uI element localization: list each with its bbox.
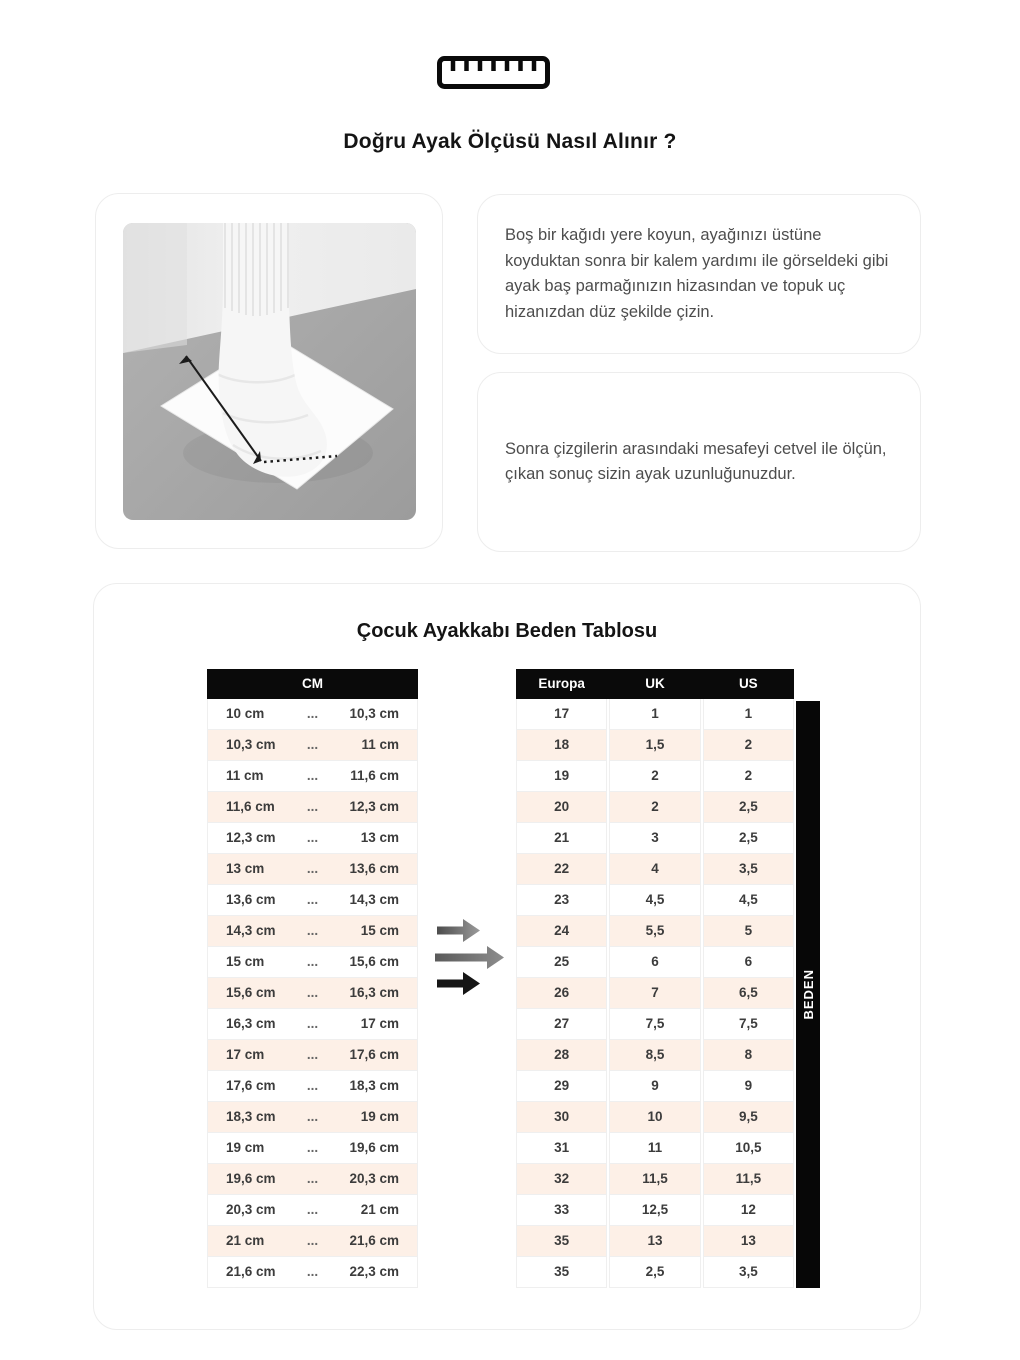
cm-min-value: 13 cm bbox=[226, 861, 265, 876]
cm-min-value: 17,6 cm bbox=[226, 1078, 276, 1093]
europa-size-cell: 29 bbox=[516, 1071, 607, 1102]
cm-max-value: 21 cm bbox=[360, 1202, 399, 1217]
range-separator: ... bbox=[306, 1233, 319, 1248]
table-row bbox=[207, 947, 418, 978]
cm-max-value: 10,3 cm bbox=[349, 706, 399, 721]
instruction-step-2 bbox=[477, 372, 921, 552]
table-row bbox=[516, 699, 794, 730]
cm-min-value: 20,3 cm bbox=[226, 1202, 276, 1217]
uk-size-cell: 13 bbox=[609, 1226, 700, 1257]
table-row bbox=[207, 1226, 418, 1257]
cm-range-table bbox=[207, 669, 418, 1288]
europa-size-cell: 30 bbox=[516, 1102, 607, 1133]
cm-min-value: 12,3 cm bbox=[226, 830, 276, 845]
cm-min-value: 11 cm bbox=[226, 768, 264, 783]
cm-max-value: 12,3 cm bbox=[349, 799, 399, 814]
shoe-size-table bbox=[516, 669, 794, 1288]
us-size-cell: 2,5 bbox=[703, 792, 794, 823]
range-separator: ... bbox=[306, 1140, 319, 1155]
table-row bbox=[207, 1164, 418, 1195]
cm-min-value: 18,3 cm bbox=[226, 1109, 276, 1124]
table-row bbox=[207, 854, 418, 885]
size-chart-card bbox=[93, 583, 921, 1330]
us-size-cell: 9,5 bbox=[703, 1102, 794, 1133]
table-row bbox=[516, 1009, 794, 1040]
table-row bbox=[516, 761, 794, 792]
cm-min-value: 10,3 cm bbox=[226, 737, 276, 752]
range-separator: ... bbox=[306, 830, 319, 845]
table-row bbox=[207, 699, 418, 730]
cm-min-value: 19 cm bbox=[226, 1140, 265, 1155]
table-row bbox=[207, 792, 418, 823]
range-separator: ... bbox=[306, 1078, 319, 1093]
us-size-cell: 10,5 bbox=[703, 1133, 794, 1164]
cm-max-value: 18,3 cm bbox=[349, 1078, 399, 1093]
table-row bbox=[207, 1195, 418, 1226]
cm-min-value: 11,6 cm bbox=[226, 799, 275, 814]
range-separator: ... bbox=[306, 799, 319, 814]
us-size-cell: 6,5 bbox=[703, 978, 794, 1009]
table-row bbox=[516, 792, 794, 823]
cm-max-value: 19,6 cm bbox=[349, 1140, 399, 1155]
cm-min-value: 21 cm bbox=[226, 1233, 265, 1248]
table-row bbox=[516, 854, 794, 885]
column-header-europa: Europa bbox=[538, 676, 585, 691]
cm-max-value: 22,3 cm bbox=[349, 1264, 399, 1279]
instruction-step-1-text: Boş bir kağıdı yere koyun, ayağınızı üstüne koyduktan sonra bir kalem yardımı ile görseldeki gibi ayak baş parmağınızın hizasından ve topuk uç hizanızdan düz şekilde çizin. bbox=[505, 226, 889, 321]
cm-max-value: 13 cm bbox=[360, 830, 399, 845]
table-row bbox=[516, 1195, 794, 1226]
europa-size-cell: 33 bbox=[516, 1195, 607, 1226]
table-row bbox=[207, 761, 418, 792]
uk-size-cell: 12,5 bbox=[609, 1195, 700, 1226]
table-row bbox=[207, 978, 418, 1009]
uk-size-cell: 7,5 bbox=[609, 1009, 700, 1040]
range-separator: ... bbox=[306, 1171, 319, 1186]
uk-size-cell: 2 bbox=[609, 761, 700, 792]
cm-max-value: 17,6 cm bbox=[349, 1047, 399, 1062]
uk-size-cell: 3 bbox=[609, 823, 700, 854]
shoe-size-table-header bbox=[516, 669, 794, 699]
cm-max-value: 17 cm bbox=[360, 1016, 399, 1031]
europa-size-cell: 35 bbox=[516, 1257, 607, 1288]
uk-size-cell: 5,5 bbox=[609, 916, 700, 947]
table-row bbox=[516, 1102, 794, 1133]
uk-size-cell: 11,5 bbox=[609, 1164, 700, 1195]
table-row bbox=[516, 885, 794, 916]
europa-size-cell: 25 bbox=[516, 947, 607, 978]
europa-size-cell: 18 bbox=[516, 730, 607, 761]
table-row bbox=[207, 1133, 418, 1164]
range-separator: ... bbox=[306, 892, 319, 907]
table-row bbox=[516, 1226, 794, 1257]
europa-size-cell: 21 bbox=[516, 823, 607, 854]
uk-size-cell: 4,5 bbox=[609, 885, 700, 916]
range-separator: ... bbox=[306, 923, 319, 938]
us-size-cell: 6 bbox=[703, 947, 794, 978]
cm-max-value: 16,3 cm bbox=[349, 985, 399, 1000]
europa-size-cell: 22 bbox=[516, 854, 607, 885]
europa-size-cell: 35 bbox=[516, 1226, 607, 1257]
us-size-cell: 3,5 bbox=[703, 1257, 794, 1288]
column-header-uk: UK bbox=[645, 676, 665, 691]
range-separator: ... bbox=[306, 1016, 319, 1031]
cm-max-value: 13,6 cm bbox=[349, 861, 399, 876]
europa-size-cell: 31 bbox=[516, 1133, 607, 1164]
table-row bbox=[207, 823, 418, 854]
range-separator: ... bbox=[306, 954, 319, 969]
table-row bbox=[516, 1040, 794, 1071]
table-row bbox=[207, 916, 418, 947]
europa-size-cell: 19 bbox=[516, 761, 607, 792]
cm-min-value: 14,3 cm bbox=[226, 923, 276, 938]
table-row bbox=[516, 916, 794, 947]
table-row bbox=[207, 885, 418, 916]
cm-min-value: 15,6 cm bbox=[226, 985, 276, 1000]
table-row bbox=[516, 1164, 794, 1195]
europa-size-cell: 23 bbox=[516, 885, 607, 916]
range-separator: ... bbox=[306, 737, 319, 752]
size-chart-title: Çocuk Ayakkabı Beden Tablosu bbox=[356, 620, 658, 642]
us-size-cell: 4,5 bbox=[703, 885, 794, 916]
table-row bbox=[207, 1040, 418, 1071]
cm-min-value: 13,6 cm bbox=[226, 892, 276, 907]
table-row bbox=[516, 1071, 794, 1102]
uk-size-cell: 6 bbox=[609, 947, 700, 978]
uk-size-cell: 1,5 bbox=[609, 730, 700, 761]
table-row bbox=[516, 978, 794, 1009]
page-title: Doğru Ayak Ölçüsü Nasıl Alınır ? bbox=[343, 130, 677, 153]
uk-size-cell: 7 bbox=[609, 978, 700, 1009]
us-size-cell: 9 bbox=[703, 1071, 794, 1102]
us-size-cell: 13 bbox=[703, 1226, 794, 1257]
europa-size-cell: 24 bbox=[516, 916, 607, 947]
europa-size-cell: 32 bbox=[516, 1164, 607, 1195]
us-size-cell: 2,5 bbox=[703, 823, 794, 854]
cm-min-value: 16,3 cm bbox=[226, 1016, 276, 1031]
cm-min-value: 17 cm bbox=[226, 1047, 265, 1062]
us-size-cell: 2 bbox=[703, 730, 794, 761]
range-separator: ... bbox=[306, 1202, 319, 1217]
europa-size-cell: 17 bbox=[516, 699, 607, 730]
foot-photo-card bbox=[95, 193, 443, 549]
range-separator: ... bbox=[306, 861, 319, 876]
cm-table-header: CM bbox=[207, 669, 418, 699]
table-row bbox=[516, 823, 794, 854]
us-size-cell: 8 bbox=[703, 1040, 794, 1071]
range-separator: ... bbox=[306, 706, 319, 721]
us-size-cell: 2 bbox=[703, 761, 794, 792]
instruction-step-2-text: Sonra çizgilerin arasındaki mesafeyi cetvel ile ölçün, çıkan sonuç sizin ayak uzunluğunuzdur. bbox=[505, 439, 887, 483]
uk-size-cell: 8,5 bbox=[609, 1040, 700, 1071]
range-separator: ... bbox=[306, 1047, 319, 1062]
cm-max-value: 11 cm bbox=[361, 737, 399, 752]
us-size-cell: 11,5 bbox=[703, 1164, 794, 1195]
cm-min-value: 15 cm bbox=[226, 954, 265, 969]
range-separator: ... bbox=[306, 768, 319, 783]
uk-size-cell: 4 bbox=[609, 854, 700, 885]
europa-size-cell: 28 bbox=[516, 1040, 607, 1071]
uk-size-cell: 10 bbox=[609, 1102, 700, 1133]
table-row bbox=[207, 1009, 418, 1040]
europa-size-cell: 20 bbox=[516, 792, 607, 823]
range-separator: ... bbox=[306, 1109, 319, 1124]
range-separator: ... bbox=[306, 1264, 319, 1279]
foot-measurement-photo bbox=[123, 223, 416, 520]
table-row bbox=[207, 1071, 418, 1102]
us-size-cell: 12 bbox=[703, 1195, 794, 1226]
beden-label: BEDEN bbox=[800, 969, 816, 1020]
cm-max-value: 14,3 cm bbox=[349, 892, 399, 907]
table-row bbox=[207, 1257, 418, 1288]
table-row bbox=[516, 1133, 794, 1164]
uk-size-cell: 1 bbox=[609, 699, 700, 730]
cm-max-value: 21,6 cm bbox=[349, 1233, 399, 1248]
column-header-us: US bbox=[738, 676, 758, 691]
cm-max-value: 19 cm bbox=[360, 1109, 399, 1124]
transfer-arrows-icon bbox=[431, 918, 507, 996]
table-row bbox=[516, 1257, 794, 1288]
cm-min-value: 10 cm bbox=[226, 706, 265, 721]
table-row bbox=[516, 947, 794, 978]
instruction-step-1 bbox=[477, 194, 921, 354]
uk-size-cell: 11 bbox=[609, 1133, 700, 1164]
us-size-cell: 7,5 bbox=[703, 1009, 794, 1040]
uk-size-cell: 2 bbox=[609, 792, 700, 823]
cm-min-value: 19,6 cm bbox=[226, 1171, 276, 1186]
europa-size-cell: 27 bbox=[516, 1009, 607, 1040]
range-separator: ... bbox=[306, 985, 319, 1000]
us-size-cell: 1 bbox=[703, 699, 794, 730]
table-row bbox=[207, 1102, 418, 1133]
uk-size-cell: 2,5 bbox=[609, 1257, 700, 1288]
us-size-cell: 3,5 bbox=[703, 854, 794, 885]
beden-vertical-bar bbox=[796, 701, 820, 1288]
ruler-icon bbox=[437, 56, 550, 89]
cm-max-value: 20,3 cm bbox=[349, 1171, 399, 1186]
cm-max-value: 15,6 cm bbox=[349, 954, 399, 969]
us-size-cell: 5 bbox=[703, 916, 794, 947]
cm-max-value: 11,6 cm bbox=[350, 768, 399, 783]
table-row bbox=[516, 730, 794, 761]
table-row bbox=[207, 730, 418, 761]
cm-max-value: 15 cm bbox=[360, 923, 399, 938]
cm-min-value: 21,6 cm bbox=[226, 1264, 276, 1279]
europa-size-cell: 26 bbox=[516, 978, 607, 1009]
uk-size-cell: 9 bbox=[609, 1071, 700, 1102]
